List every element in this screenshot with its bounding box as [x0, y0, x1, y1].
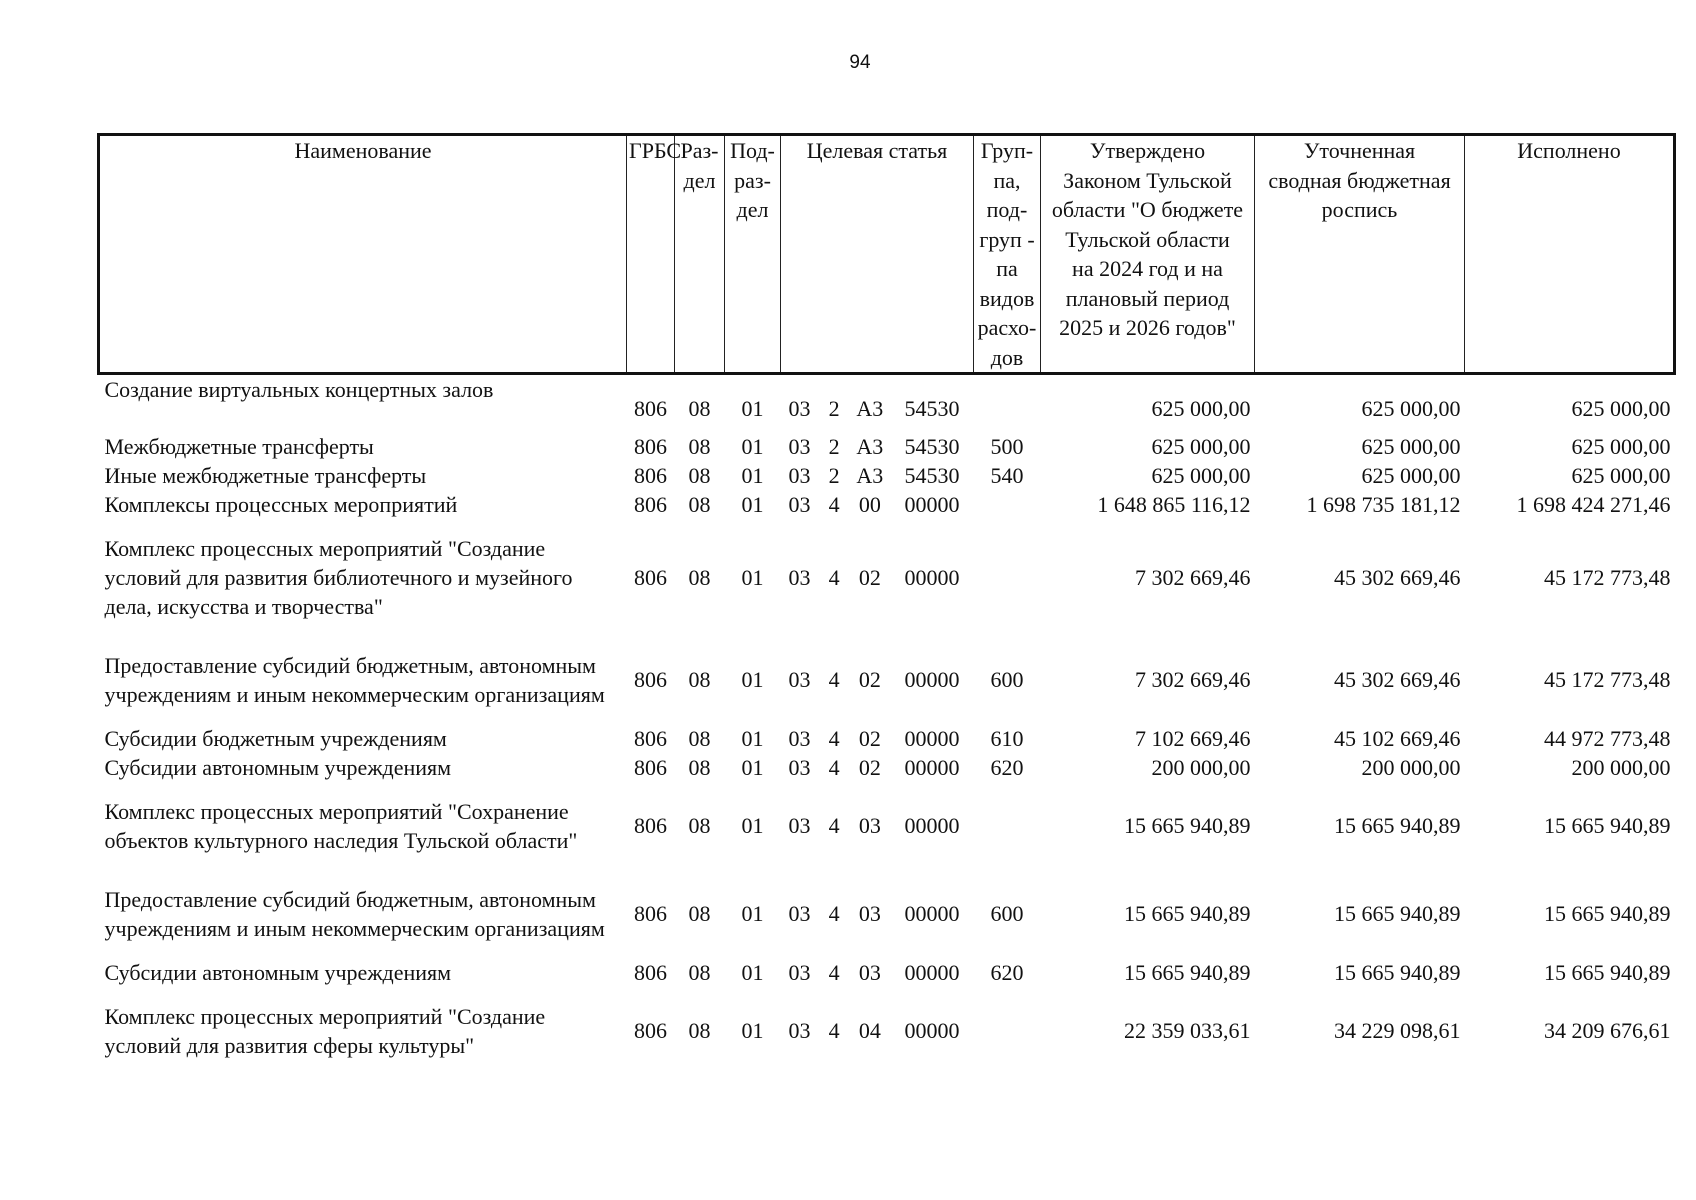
- row-grbs: 806: [634, 395, 667, 421]
- row-expense-group: 500: [990, 433, 1024, 459]
- target-article-program: 03: [788, 813, 811, 838]
- row-grbs: 806: [634, 564, 667, 590]
- row-approved: 7 302 669,46: [1135, 667, 1251, 692]
- target-article-type: 4: [828, 1018, 840, 1043]
- row-podrazdel: 01: [741, 1018, 764, 1043]
- budget-table: [97, 133, 1676, 1075]
- row-target-article: [781, 724, 974, 753]
- row-podrazdel: 01: [741, 959, 764, 985]
- row-podrazdel: 01: [741, 491, 764, 517]
- row-refined: 625 000,00: [1361, 462, 1461, 488]
- row-name: Субсидии автономным учреждениям: [104, 959, 452, 985]
- row-approved: 22 359 033,61: [1124, 1018, 1251, 1043]
- row-approved: 15 665 940,89: [1124, 901, 1251, 926]
- target-article-project: 02: [858, 564, 881, 590]
- row-razdel: 08: [688, 725, 711, 751]
- row-podrazdel: 01: [741, 901, 764, 926]
- target-article-project: 02: [858, 725, 881, 751]
- row-name: Межбюджетные трансферты: [104, 433, 374, 459]
- row-target-article: [781, 958, 974, 987]
- row-target-article: [781, 519, 974, 636]
- row-name: Субсидии автономным учреждениям: [104, 754, 452, 780]
- target-article-program: 03: [788, 395, 811, 421]
- target-article-direction: 00000: [904, 959, 960, 985]
- row-approved: 625 000,00: [1151, 462, 1251, 488]
- row-razdel: 08: [688, 491, 711, 517]
- table-row: [99, 870, 1675, 958]
- target-article-program: 03: [788, 491, 811, 517]
- row-expense-group: [974, 987, 1041, 1075]
- target-article-direction: 00000: [904, 667, 960, 692]
- row-approved: 7 102 669,46: [1135, 725, 1251, 751]
- table-row: [99, 987, 1675, 1075]
- header-target-article: Целевая статья: [781, 135, 974, 374]
- target-article-type: 4: [828, 564, 840, 590]
- table-row: [99, 490, 1675, 519]
- row-executed: 1 698 424 271,46: [1516, 491, 1671, 517]
- target-article-project: 03: [858, 813, 881, 838]
- target-article-type: 4: [828, 813, 840, 838]
- row-refined: 200 000,00: [1361, 754, 1461, 780]
- row-refined: 15 665 940,89: [1334, 959, 1461, 985]
- row-refined: 45 102 669,46: [1334, 725, 1461, 751]
- row-refined: 1 698 735 181,12: [1306, 491, 1461, 517]
- target-article-direction: 00000: [904, 754, 960, 780]
- row-razdel: 08: [688, 667, 711, 692]
- header-expense-group: Груп- па, под- груп - па видов расхо- дов: [974, 135, 1041, 374]
- row-approved: 200 000,00: [1151, 754, 1251, 780]
- target-article-project: 00: [858, 491, 881, 517]
- row-executed: 625 000,00: [1571, 395, 1671, 421]
- row-grbs: 806: [634, 725, 667, 751]
- table-body: [99, 374, 1675, 1075]
- row-razdel: 08: [688, 564, 711, 590]
- row-approved: 7 302 669,46: [1135, 564, 1251, 590]
- row-podrazdel: 01: [741, 667, 764, 692]
- row-name: Предоставление субсидий бюджетным, автономным учреждениям и иным некоммерческим организациям: [104, 886, 605, 941]
- row-grbs: 806: [634, 667, 667, 692]
- target-article-program: 03: [788, 433, 811, 459]
- target-article-type: 4: [828, 667, 840, 692]
- target-article-project: 03: [858, 959, 881, 985]
- row-executed: 15 665 940,89: [1544, 959, 1671, 985]
- row-executed: 44 972 773,48: [1544, 725, 1671, 751]
- header-executed: Исполнено: [1465, 135, 1675, 374]
- target-article-program: 03: [788, 901, 811, 926]
- table-row: [99, 753, 1675, 782]
- row-grbs: 806: [634, 959, 667, 985]
- target-article-direction: 00000: [904, 813, 960, 838]
- row-podrazdel: 01: [741, 564, 764, 590]
- row-grbs: 806: [634, 813, 667, 838]
- row-expense-group: [974, 374, 1041, 432]
- row-approved: 1 648 865 116,12: [1097, 491, 1251, 517]
- row-razdel: 08: [688, 901, 711, 926]
- table-row: [99, 432, 1675, 461]
- table-row: [99, 461, 1675, 490]
- row-target-article: [781, 782, 974, 870]
- row-grbs: 806: [634, 754, 667, 780]
- row-refined: 34 229 098,61: [1334, 1018, 1461, 1043]
- target-article-direction: 00000: [904, 491, 960, 517]
- row-podrazdel: 01: [741, 395, 764, 421]
- target-article-direction: 54530: [904, 395, 960, 421]
- row-podrazdel: 01: [741, 462, 764, 488]
- row-expense-group: 600: [990, 901, 1024, 926]
- row-name: Комплекс процессных мероприятий "Создание условий для развития библиотечного и музейного дела, искусства и творчества": [104, 535, 573, 619]
- row-grbs: 806: [634, 1018, 667, 1043]
- row-executed: 45 172 773,48: [1544, 667, 1671, 692]
- row-grbs: 806: [634, 433, 667, 459]
- row-podrazdel: 01: [741, 813, 764, 838]
- row-expense-group: 620: [990, 959, 1024, 985]
- row-approved: 15 665 940,89: [1124, 959, 1251, 985]
- target-article-program: 03: [788, 462, 811, 488]
- header-refined: Уточненная сводная бюджетная роспись: [1255, 135, 1465, 374]
- row-name: Комплекс процессных мероприятий "Создание условий для развития сферы культуры": [104, 1003, 546, 1058]
- target-article-direction: 00000: [904, 901, 960, 926]
- row-executed: 15 665 940,89: [1544, 901, 1671, 926]
- row-name: Иные межбюджетные трансферты: [104, 462, 427, 488]
- row-name: Комплекс процессных мероприятий "Сохранение объектов культурного наследия Тульской области": [104, 798, 578, 853]
- row-executed: 15 665 940,89: [1544, 813, 1671, 838]
- target-article-type: 4: [828, 901, 840, 926]
- header-name: Наименование: [99, 135, 627, 374]
- row-target-article: [781, 987, 974, 1075]
- row-razdel: 08: [688, 462, 711, 488]
- row-expense-group: 610: [990, 725, 1024, 751]
- row-target-article: [781, 636, 974, 724]
- row-razdel: 08: [688, 1018, 711, 1043]
- table-row: [99, 374, 1675, 432]
- row-podrazdel: 01: [741, 433, 764, 459]
- header-approved: Утверждено Законом Тульской области "О бюджете Тульской области на 2024 год и на плановый период 2025 и 2026 годов": [1041, 135, 1255, 374]
- row-executed: 34 209 676,61: [1544, 1018, 1671, 1043]
- target-article-type: 4: [828, 959, 840, 985]
- row-executed: 200 000,00: [1571, 754, 1671, 780]
- row-name: Создание виртуальных концертных залов: [104, 377, 494, 402]
- table-row: [99, 724, 1675, 753]
- target-article-project: А3: [856, 462, 884, 488]
- row-target-article: [781, 432, 974, 461]
- row-approved: 625 000,00: [1151, 433, 1251, 459]
- row-razdel: 08: [688, 813, 711, 838]
- target-article-type: 4: [828, 491, 840, 517]
- target-article-type: 4: [828, 725, 840, 751]
- target-article-type: 4: [828, 754, 840, 780]
- row-razdel: 08: [688, 754, 711, 780]
- row-refined: 45 302 669,46: [1334, 667, 1461, 692]
- row-target-article: [781, 870, 974, 958]
- table-row: [99, 519, 1675, 636]
- table-row: [99, 958, 1675, 987]
- target-article-program: 03: [788, 959, 811, 985]
- row-podrazdel: 01: [741, 754, 764, 780]
- target-article-project: 04: [858, 1018, 881, 1043]
- row-executed: 625 000,00: [1571, 462, 1671, 488]
- row-refined: 15 665 940,89: [1334, 901, 1461, 926]
- row-target-article: [781, 374, 974, 432]
- table-row: [99, 636, 1675, 724]
- row-grbs: 806: [634, 491, 667, 517]
- row-razdel: 08: [688, 433, 711, 459]
- target-article-project: 02: [858, 754, 881, 780]
- row-razdel: 08: [688, 959, 711, 985]
- page-number: 94: [849, 52, 871, 73]
- row-executed: 45 172 773,48: [1544, 564, 1671, 590]
- target-article-direction: 00000: [904, 564, 960, 590]
- row-refined: 625 000,00: [1361, 433, 1461, 459]
- target-article-project: 03: [858, 901, 881, 926]
- row-expense-group: [974, 782, 1041, 870]
- target-article-type: 2: [828, 462, 840, 488]
- row-expense-group: 600: [990, 667, 1024, 692]
- row-refined: 15 665 940,89: [1334, 813, 1461, 838]
- header-grbs: ГРБС: [627, 135, 675, 374]
- row-razdel: 08: [688, 395, 711, 421]
- row-target-article: [781, 461, 974, 490]
- row-executed: 625 000,00: [1571, 433, 1671, 459]
- target-article-program: 03: [788, 725, 811, 751]
- header-razdel: Раз- дел: [675, 135, 725, 374]
- row-expense-group: 620: [990, 754, 1024, 780]
- row-target-article: [781, 753, 974, 782]
- table-row: [99, 782, 1675, 870]
- row-expense-group: [974, 490, 1041, 519]
- row-refined: 45 302 669,46: [1334, 564, 1461, 590]
- header-podrazdel: Под- раз- дел: [725, 135, 781, 374]
- target-article-direction: 00000: [904, 1018, 960, 1043]
- target-article-project: 02: [858, 667, 881, 692]
- row-refined: 625 000,00: [1361, 395, 1461, 421]
- target-article-program: 03: [788, 1018, 811, 1043]
- target-article-program: 03: [788, 667, 811, 692]
- target-article-type: 2: [828, 433, 840, 459]
- row-name: Предоставление субсидий бюджетным, автономным учреждениям и иным некоммерческим организациям: [104, 652, 605, 707]
- target-article-project: А3: [856, 433, 884, 459]
- target-article-project: А3: [856, 395, 884, 421]
- row-expense-group: 540: [990, 462, 1024, 488]
- row-target-article: [781, 490, 974, 519]
- row-name: Комплексы процессных мероприятий: [104, 491, 458, 517]
- row-approved: 625 000,00: [1151, 395, 1251, 421]
- row-grbs: 806: [634, 901, 667, 926]
- row-podrazdel: 01: [741, 725, 764, 751]
- row-grbs: 806: [634, 462, 667, 488]
- row-expense-group: [974, 519, 1041, 636]
- table-header: [99, 135, 1675, 374]
- target-article-program: 03: [788, 564, 811, 590]
- row-approved: 15 665 940,89: [1124, 813, 1251, 838]
- target-article-type: 2: [828, 395, 840, 421]
- row-name: Субсидии бюджетным учреждениям: [104, 725, 447, 751]
- target-article-program: 03: [788, 754, 811, 780]
- target-article-direction: 00000: [904, 725, 960, 751]
- target-article-direction: 54530: [904, 433, 960, 459]
- target-article-direction: 54530: [904, 462, 960, 488]
